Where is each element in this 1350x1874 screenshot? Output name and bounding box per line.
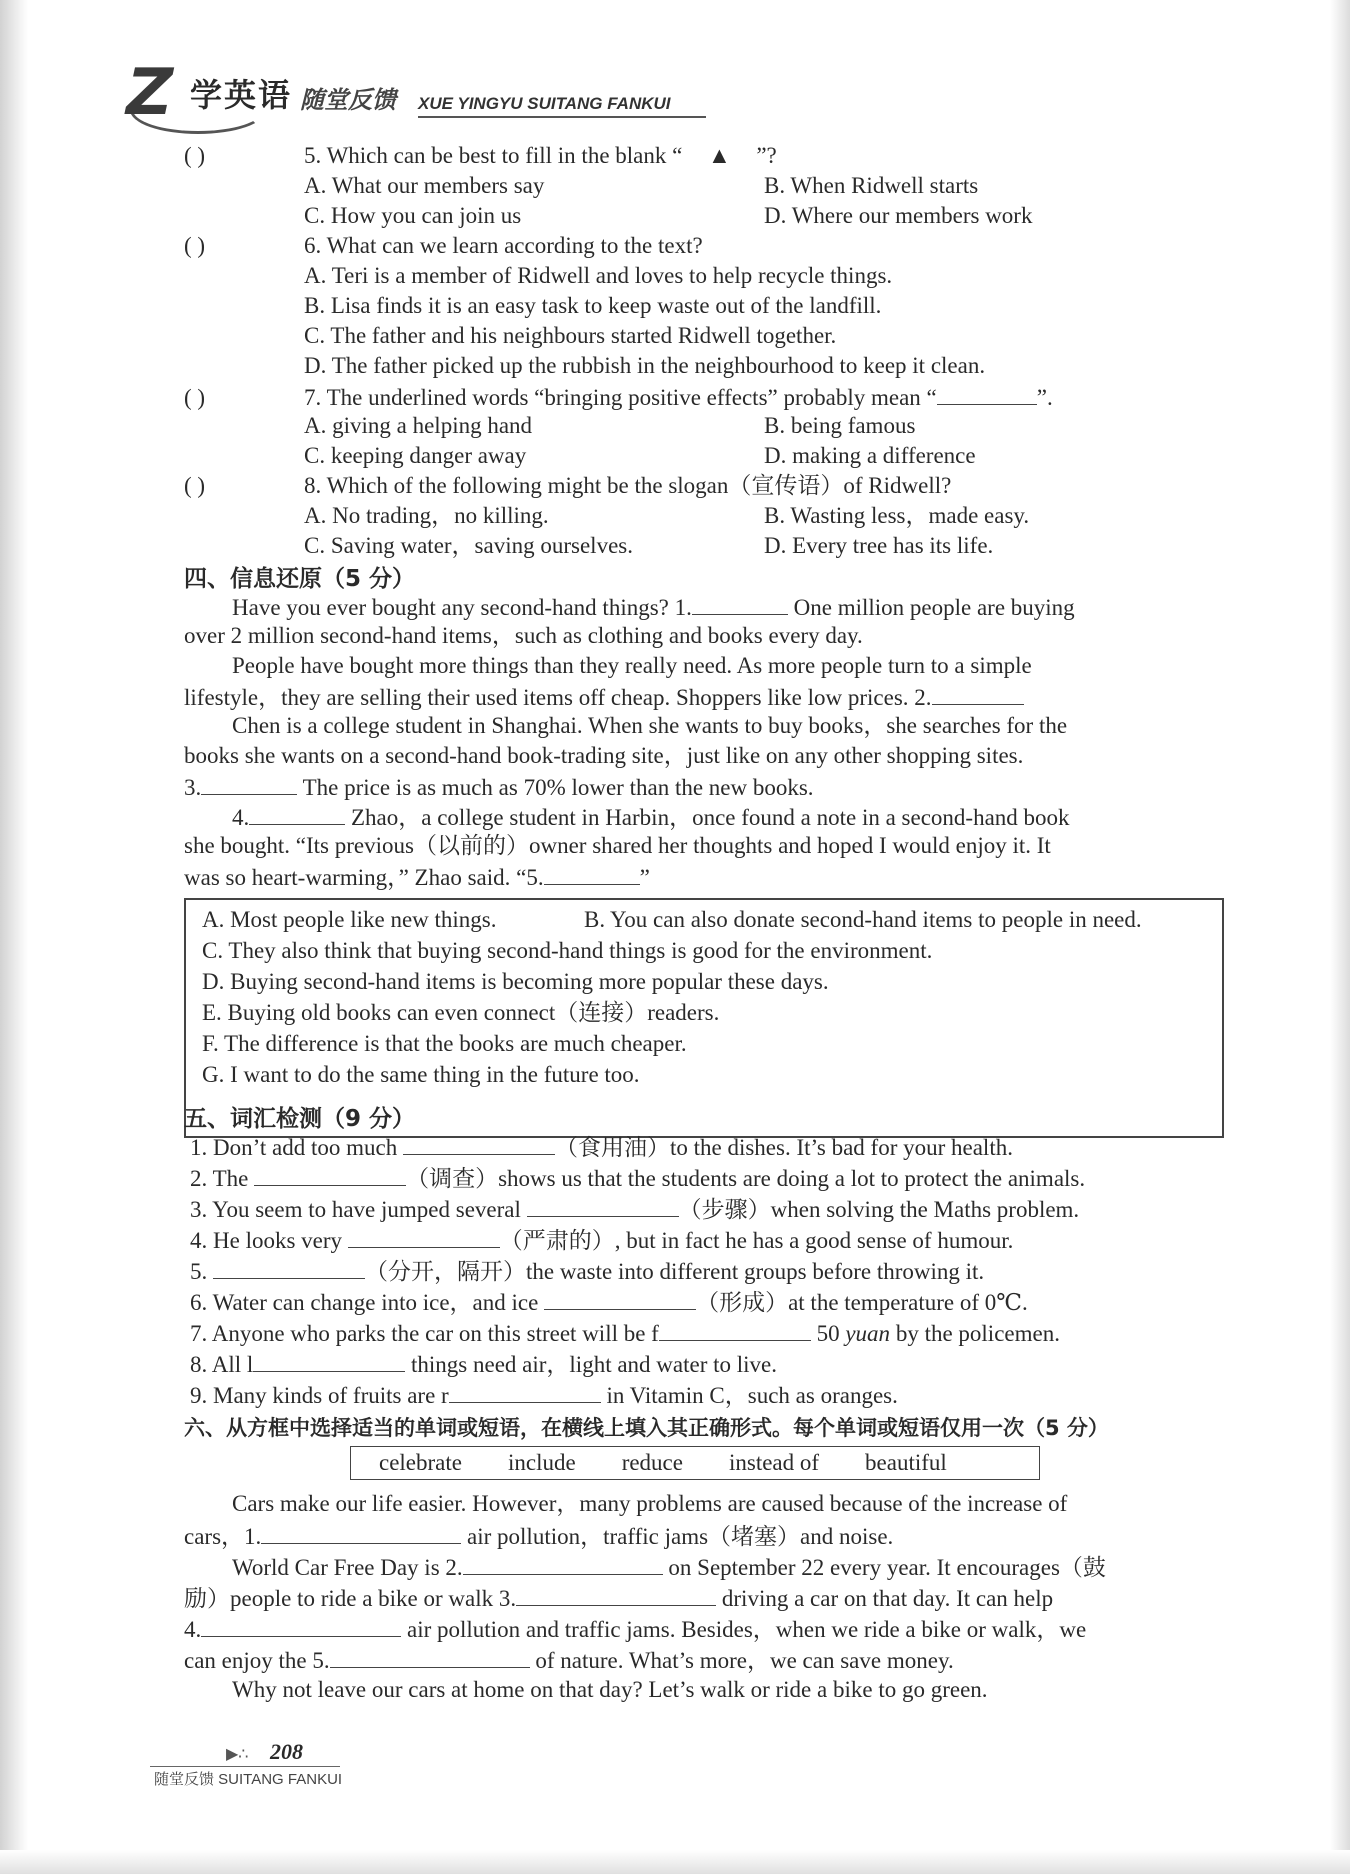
vocab-item xyxy=(190,1132,1013,1162)
passage-line xyxy=(184,772,814,802)
passage-line xyxy=(184,1645,954,1675)
text: （步骤）when solving the Maths problem. xyxy=(678,1197,1080,1222)
question-tail: ”? xyxy=(756,143,777,168)
header-rule xyxy=(418,116,706,118)
passage-line xyxy=(184,682,1024,712)
option-5d[interactable]: D. Where our members work xyxy=(764,203,1033,228)
word-bank-item: beautiful xyxy=(865,1450,947,1475)
box-option-g: G. I want to do the same thing in the future too. xyxy=(202,1062,640,1087)
section-5-heading: 五、词汇检测（9 分） xyxy=(184,1106,416,1132)
question-stem: 6. What can we learn according to the text? xyxy=(304,233,703,258)
word-bank-item: celebrate xyxy=(379,1450,462,1475)
text: air pollution，traffic jams（堵塞）and noise. xyxy=(461,1524,894,1549)
passage-line xyxy=(184,862,650,892)
blank-number: 5. xyxy=(312,1648,330,1673)
option-6a[interactable]: A. Teri is a member of Ridwell and loves to help recycle things. xyxy=(304,263,893,288)
blank-number: 4. xyxy=(184,1617,202,1642)
blank-number: 4. xyxy=(232,805,250,830)
text: air pollution and traffic jams. Besides，when we ride a bike or walk，we xyxy=(401,1617,1087,1642)
scan-shadow-bottom xyxy=(0,1850,1350,1874)
passage-line: Why not leave our cars at home on that day? Let’s walk or ride a bike to go green. xyxy=(232,1677,988,1702)
answer-blank-6-2[interactable] xyxy=(463,1552,663,1575)
text: Have you ever bought any second-hand things? xyxy=(232,595,675,620)
answer-blank-5[interactable] xyxy=(544,862,640,885)
option-8d[interactable]: D. Every tree has its life. xyxy=(764,533,994,558)
blank-number: 3. xyxy=(498,1586,517,1611)
passage-line: Cars make our life easier. However，many problems are caused because of the increase of xyxy=(232,1491,1068,1516)
passage-line xyxy=(184,1521,893,1551)
text: Zhao，a college student in Harbin，once found a note in a second-hand book xyxy=(345,805,1070,830)
answer-blank[interactable] xyxy=(937,382,1037,405)
text: （形成）at the temperature of 0℃. xyxy=(696,1290,1028,1315)
text: 7. Anyone who parks the car on this street will be f xyxy=(190,1321,659,1346)
logo-mark: Z xyxy=(118,56,181,130)
text: in Vitamin C，such as oranges. xyxy=(600,1383,898,1408)
text: （食用油）to the dishes. It’s bad for your health. xyxy=(554,1135,1013,1160)
box-option-f: F. The difference is that the books are much cheaper. xyxy=(202,1031,687,1056)
vocab-item xyxy=(190,1256,984,1286)
question-tail: ”. xyxy=(1036,385,1053,410)
word-bank-item: instead of xyxy=(728,1450,820,1475)
answer-blank-3[interactable] xyxy=(201,772,297,795)
word-bank xyxy=(350,1446,1040,1480)
vocab-item xyxy=(190,1194,1079,1224)
option-6d[interactable]: D. The father picked up the rubbish in the neighbourhood to keep it clean. xyxy=(304,353,986,378)
blank-number: 1. xyxy=(244,1524,262,1549)
blank-number: 2. xyxy=(445,1555,463,1580)
answer-blank[interactable] xyxy=(253,1349,405,1372)
text: 4. He looks very xyxy=(190,1228,348,1253)
blank-number: 5. xyxy=(526,865,544,890)
text: driving a car on that day. It can help xyxy=(716,1586,1054,1611)
text: things need air，light and water to live. xyxy=(405,1352,778,1377)
header-title-cn2: 随堂反馈 xyxy=(300,86,396,114)
answer-paren[interactable]: ( ) xyxy=(184,143,206,168)
option-5b[interactable]: B. When Ridwell starts xyxy=(764,173,979,198)
answer-blank[interactable] xyxy=(527,1194,679,1217)
section-6-heading: 六、从方框中选择适当的单词或短语，在横线上填入其正确形式。每个单词或短语仅用一次（5 分） xyxy=(184,1416,1109,1440)
box-option-e: E. Buying old books can even connect（连接）readers. xyxy=(202,1000,720,1025)
text: 8. All l xyxy=(190,1352,254,1377)
option-8a[interactable]: A. No trading，no killing. xyxy=(304,503,549,528)
question-7 xyxy=(184,382,1053,412)
passage-line xyxy=(232,1552,1106,1582)
text: was so heart-warming，” Zhao said. “ xyxy=(184,865,527,890)
option-7b[interactable]: B. being famous xyxy=(764,413,916,438)
passage-line xyxy=(184,1583,1053,1613)
answer-paren[interactable]: ( ) xyxy=(184,473,206,498)
text: The price is as much as 70% lower than the new books. xyxy=(297,775,814,800)
page-number: 208 xyxy=(270,1739,303,1764)
text: 1. Don’t add too much xyxy=(190,1135,403,1160)
answer-blank[interactable] xyxy=(544,1287,696,1310)
option-7c[interactable]: C. keeping danger away xyxy=(304,443,527,468)
footer-brand: 随堂反馈 SUITANG FANKUI xyxy=(154,1771,343,1788)
answer-blank[interactable] xyxy=(348,1225,500,1248)
answer-blank-6-5[interactable] xyxy=(330,1645,530,1668)
option-7d[interactable]: D. making a difference xyxy=(764,443,976,468)
passage-line: Chen is a college student in Shanghai. When she wants to buy books，she searches for the xyxy=(232,713,1068,738)
vocab-item xyxy=(190,1225,1013,1255)
text: 6. Water can change into ice，and ice xyxy=(190,1290,545,1315)
question-5 xyxy=(184,142,777,170)
text: of nature. What’s more，we can save money. xyxy=(529,1648,954,1673)
text: lifestyle，they are selling their used items off cheap. Shoppers like low prices. xyxy=(184,685,915,710)
question-stem: 8. Which of the following might be the slogan（宣传语）of Ridwell? xyxy=(304,473,952,498)
vocab-item xyxy=(190,1163,1085,1193)
answer-blank-1[interactable] xyxy=(692,592,788,615)
blank-triangle xyxy=(682,142,756,168)
option-5a[interactable]: A. What our members say xyxy=(304,173,545,198)
text: ” xyxy=(639,865,650,890)
question-stem: 7. The underlined words “bringing positive effects” probably mean “ xyxy=(304,385,937,410)
passage-line: People have bought more things than they really need. As more people turn to a simple xyxy=(232,653,1032,678)
box-option-b: B. You can also donate second-hand items to people in need. xyxy=(584,907,1142,932)
answer-paren[interactable]: ( ) xyxy=(184,233,206,258)
section-4-heading: 四、信息还原（5 分） xyxy=(184,566,416,592)
text: World Car Free Day is xyxy=(232,1555,446,1580)
answer-blank-6-4[interactable] xyxy=(201,1614,401,1637)
text: One million people are buying xyxy=(787,595,1075,620)
vocab-item xyxy=(190,1287,1028,1317)
option-6c[interactable]: C. The father and his neighbours started Ridwell together. xyxy=(304,323,837,348)
answer-blank-2[interactable] xyxy=(932,682,1024,705)
option-7a[interactable]: A. giving a helping hand xyxy=(304,413,533,438)
text: can enjoy the xyxy=(184,1648,313,1673)
text: 9. Many kinds of fruits are r xyxy=(190,1383,449,1408)
word-bank-item: reduce xyxy=(621,1450,683,1475)
text: 3. You seem to have jumped several xyxy=(190,1197,527,1222)
text: （严肃的）, but in fact he has a good sense of humour. xyxy=(499,1228,1014,1253)
option-8b[interactable]: B. Wasting less，made easy. xyxy=(764,503,1030,528)
answer-blank-6-3[interactable] xyxy=(516,1583,716,1606)
vocab-item xyxy=(190,1349,777,1379)
passage-line xyxy=(184,1614,1086,1644)
passage-line xyxy=(232,592,1075,622)
passage-line: she bought. “Its previous（以前的）owner shared her thoughts and hoped I would enjoy it. It xyxy=(184,833,1051,858)
text: by the policemen. xyxy=(890,1321,1060,1346)
passage-line: over 2 million second-hand items，such as clothing and books every day. xyxy=(184,623,863,648)
answer-paren[interactable]: ( ) xyxy=(184,385,206,410)
text: （分开，隔开）the waste into different groups before throwing it. xyxy=(365,1259,985,1284)
word-bank-item: include xyxy=(507,1450,576,1475)
text: 5. xyxy=(190,1259,213,1284)
scan-shadow-left xyxy=(0,0,28,1874)
question-6 xyxy=(184,232,703,260)
answer-blank[interactable] xyxy=(403,1132,555,1155)
text: cars， xyxy=(184,1524,245,1549)
text: 50 xyxy=(810,1321,846,1346)
page-header xyxy=(118,46,708,130)
answer-blank-4[interactable] xyxy=(249,802,345,825)
option-6b[interactable]: B. Lisa finds it is an easy task to keep waste out of the landfill. xyxy=(304,293,882,318)
arrow-icon: ▶∴ xyxy=(226,1746,249,1763)
box-option-d: D. Buying second-hand items is becoming more popular these days. xyxy=(202,969,829,994)
option-5c[interactable]: C. How you can join us xyxy=(304,203,522,228)
scan-shadow-right xyxy=(1330,0,1350,1874)
vocab-item xyxy=(190,1318,1060,1348)
answer-blank-6-1[interactable] xyxy=(261,1521,461,1544)
header-title-cn: 学英语 xyxy=(190,76,293,114)
text: （调查）shows us that the students are doing a lot to protect the animals. xyxy=(406,1166,1086,1191)
answer-blank[interactable] xyxy=(449,1380,601,1403)
answer-blank[interactable] xyxy=(254,1163,406,1186)
vocab-item xyxy=(190,1380,898,1410)
question-8 xyxy=(184,472,951,500)
blank-number: 1. xyxy=(674,595,692,620)
header-title-en: XUE YINGYU SUITANG FANKUI xyxy=(418,94,671,113)
blank-number: 3. xyxy=(184,775,202,800)
passage-line: books she wants on a second-hand book-trading site，just like on any other shopping sites. xyxy=(184,743,1024,768)
text-italic: yuan xyxy=(845,1321,891,1346)
answer-blank[interactable] xyxy=(659,1318,811,1341)
text: 励）people to ride a bike or walk xyxy=(184,1586,499,1611)
text: 2. The xyxy=(190,1166,255,1191)
triangle-mark: ▲ xyxy=(707,143,731,168)
question-stem: 5. Which can be best to fill in the blank “ xyxy=(304,143,683,168)
passage-line xyxy=(232,802,1070,832)
footer-rule xyxy=(150,1766,340,1767)
box-option-c: C. They also think that buying second-hand things is good for the environment. xyxy=(202,938,933,963)
option-8c[interactable]: C. Saving water，saving ourselves. xyxy=(304,533,633,558)
text: on September 22 every year. It encourages（鼓 xyxy=(662,1555,1106,1580)
blank-number: 2. xyxy=(914,685,932,710)
answer-blank[interactable] xyxy=(213,1256,365,1279)
box-option-a: A. Most people like new things. xyxy=(202,907,497,932)
